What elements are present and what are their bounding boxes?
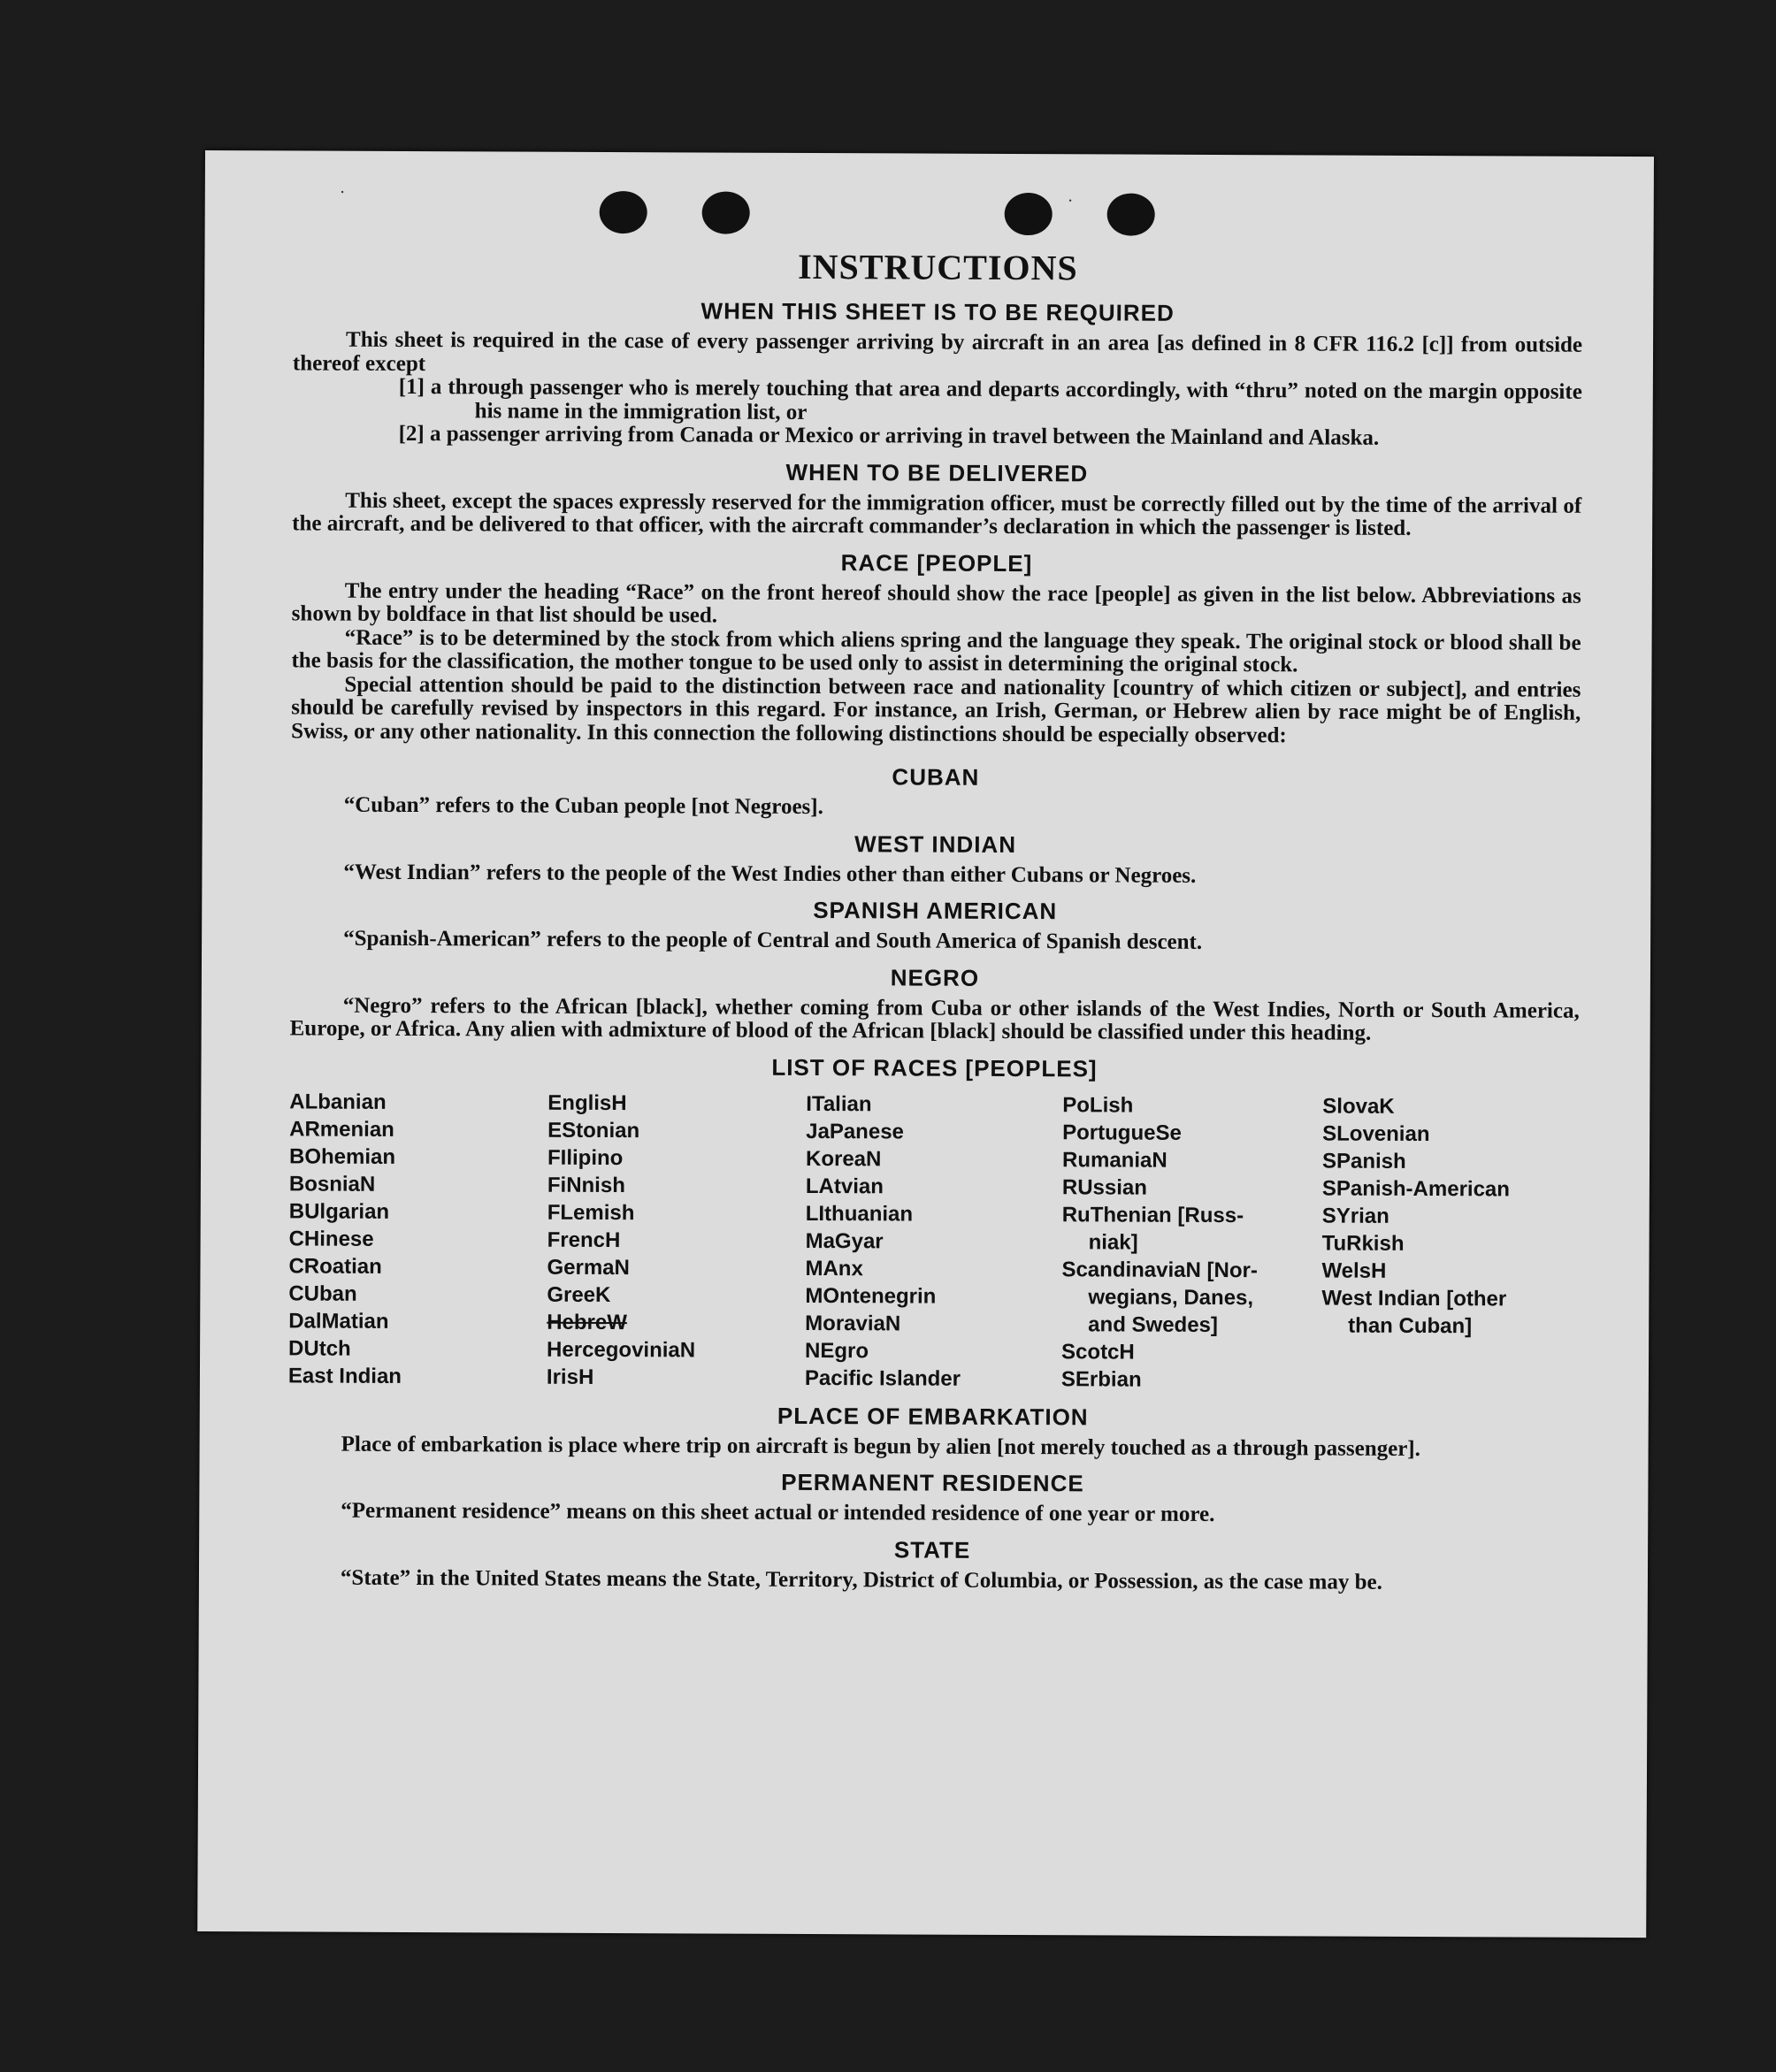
race-entry: RumaniaN bbox=[1061, 1147, 1167, 1173]
section-heading: LIST OF RACES [PEOPLES] bbox=[771, 1053, 1098, 1082]
punch-hole bbox=[1107, 193, 1155, 235]
race-entry: MoraviaN bbox=[805, 1311, 901, 1335]
punch-hole bbox=[702, 191, 750, 233]
race-entry: wegians, Danes, bbox=[1088, 1284, 1254, 1310]
race-entry: WelsH bbox=[1321, 1258, 1387, 1283]
paragraph: Place of embarkation is place where trip on aircraft is begun by alien [not merely touched as a through passenger]. bbox=[341, 1432, 1420, 1461]
race-entry: SLovenian bbox=[1322, 1121, 1430, 1146]
race-column bbox=[1061, 1091, 1322, 1394]
race-entry: FLemish bbox=[547, 1200, 635, 1225]
race-entry: IrisH bbox=[546, 1365, 594, 1389]
section-heading: WHEN TO BE DELIVERED bbox=[785, 458, 1089, 486]
race-entry: FIlipino bbox=[547, 1145, 624, 1170]
race-entry: CHinese bbox=[288, 1226, 374, 1251]
paragraph: “Permanent residence” means on this sheet actual or intended residence of one year or more. bbox=[341, 1498, 1215, 1526]
section-heading: CUBAN bbox=[892, 763, 980, 791]
paper-speck: · bbox=[339, 182, 346, 203]
race-entry: LAtvian bbox=[805, 1174, 884, 1198]
race-entry: ScandinaviaN [Nor- bbox=[1061, 1257, 1258, 1282]
section-heading: PLACE OF EMBARKATION bbox=[777, 1402, 1089, 1430]
instructions-content bbox=[287, 243, 1583, 1594]
race-entry: ITalian bbox=[806, 1091, 872, 1116]
race-entry: CRoatian bbox=[288, 1253, 382, 1279]
race-entry: niak] bbox=[1088, 1229, 1138, 1255]
paragraph: “West Indian” refers to the people of the West Indies other than either Cubans or Negroes. bbox=[343, 860, 1197, 888]
race-entry: TuRkish bbox=[1321, 1231, 1405, 1256]
paragraph: This sheet, except the spaces expressly reserved for the immigration officer, must be correctly filled out by the time of the arrival of the aircraft, and be delivered to that officer, with the aircraft commander’s declaration in which the passenger is listed. bbox=[292, 488, 1582, 540]
race-entry: SPanish bbox=[1321, 1149, 1406, 1174]
race-entry: HebreW bbox=[547, 1310, 627, 1334]
race-entry: GermaN bbox=[547, 1255, 630, 1280]
punch-hole bbox=[1005, 193, 1053, 235]
race-entry: ARmenian bbox=[289, 1116, 394, 1142]
race-entry: BOhemian bbox=[288, 1143, 396, 1169]
race-entry: and Swedes] bbox=[1088, 1311, 1218, 1337]
list-item: [2] a passenger arriving from Canada or Mexico or arriving in travel between the Mainland and Alaska. bbox=[398, 421, 1380, 450]
paper-speck: · bbox=[1067, 191, 1074, 211]
race-entry: EStonian bbox=[547, 1118, 640, 1143]
section-heading: STATE bbox=[893, 1535, 971, 1564]
race-entry: ALbanian bbox=[289, 1089, 387, 1114]
race-entry: DalMatian bbox=[288, 1308, 389, 1334]
paragraph: “Spanish-American” refers to the people of Central and South America of Spanish descent. bbox=[343, 926, 1203, 954]
race-entry: EnglisH bbox=[547, 1090, 627, 1115]
section-heading: WEST INDIAN bbox=[854, 830, 1017, 858]
paragraph: The entry under the heading “Race” on the front hereof should show the race [people] as given in the list below. Abbreviations as shown by boldface in that list should be used. bbox=[291, 578, 1581, 628]
race-entry: FiNnish bbox=[547, 1173, 625, 1197]
race-column bbox=[288, 1088, 547, 1390]
race-entry: JaPanese bbox=[806, 1119, 904, 1143]
paragraph: This sheet is required in the case of every passenger arriving by aircraft in an area [as defined in 8 CFR 116.2 [c]] from outside thereof except bbox=[292, 327, 1583, 376]
race-entry: GreeK bbox=[547, 1282, 611, 1307]
race-entry: ScotcH bbox=[1061, 1339, 1135, 1365]
race-column bbox=[1321, 1092, 1588, 1395]
punch-hole bbox=[600, 191, 647, 233]
race-entry: MAnx bbox=[805, 1256, 863, 1281]
list-item: [1] a through passenger who is merely touching that area and departs accordingly, with “thru” noted on the margin opposite his name in the immigration list, or bbox=[398, 374, 1582, 424]
paragraph: “Negro” refers to the African [black], whether coming from Cuba or other islands of the West Indies, North or South America, Europe, or Africa. Any alien with admixture of blood of the African [black] should be classified under this heading. bbox=[289, 993, 1580, 1045]
section-heading: SPANISH AMERICAN bbox=[813, 897, 1058, 925]
race-entry: MOntenegrin bbox=[805, 1283, 937, 1309]
race-entry: West Indian [other bbox=[1321, 1286, 1507, 1311]
paragraph: “Cuban” refers to the Cuban people [not Negroes]. bbox=[343, 792, 823, 820]
race-column bbox=[805, 1090, 1062, 1392]
document-page bbox=[197, 150, 1654, 1938]
race-entry: BUlgarian bbox=[288, 1198, 390, 1224]
race-entry: DUtch bbox=[288, 1335, 351, 1361]
race-entry: than Cuban] bbox=[1348, 1313, 1473, 1338]
race-entry: SPanish-American bbox=[1321, 1176, 1511, 1201]
section-heading: NEGRO bbox=[890, 963, 980, 991]
race-entry: SYrian bbox=[1321, 1204, 1389, 1228]
race-entry: Pacific Islander bbox=[804, 1365, 961, 1391]
race-entry: CUban bbox=[288, 1281, 357, 1306]
section-heading: RACE [PEOPLE] bbox=[840, 548, 1033, 577]
race-entry: SlovaK bbox=[1322, 1094, 1395, 1119]
race-entry: KoreaN bbox=[805, 1146, 882, 1171]
section-heading: WHEN THIS SHEET IS TO BE REQUIRED bbox=[700, 297, 1175, 326]
race-entry: BosniaN bbox=[288, 1171, 376, 1197]
race-column bbox=[547, 1089, 806, 1391]
paragraph: “Race” is to be determined by the stock from which aliens spring and the language they speak. The original stock or blood shall be the basis for the classification, the mother tongue to be used only to assist in determining the original stock. bbox=[291, 625, 1581, 677]
race-entry: NEgro bbox=[805, 1338, 869, 1363]
race-entry: LIthuanian bbox=[805, 1201, 914, 1227]
race-entry: PortugueSe bbox=[1062, 1120, 1182, 1145]
race-entry: PoLish bbox=[1062, 1092, 1134, 1118]
section-heading: PERMANENT RESIDENCE bbox=[781, 1468, 1084, 1497]
race-entry: RUssian bbox=[1061, 1174, 1147, 1200]
race-entry: East Indian bbox=[287, 1363, 402, 1388]
race-entry: FrencH bbox=[547, 1227, 621, 1252]
race-list bbox=[288, 1088, 1579, 1395]
paragraph: “State” in the United States means the State, Territory, District of Columbia, or Possession, as the case may be. bbox=[340, 1565, 1382, 1594]
race-entry: SErbian bbox=[1060, 1366, 1142, 1392]
race-entry: MaGyar bbox=[805, 1228, 884, 1253]
race-entry: HercegoviniaN bbox=[547, 1337, 696, 1362]
race-entry: RuThenian [Russ- bbox=[1061, 1202, 1244, 1227]
paragraph: Special attention should be paid to the distinction between race and nationality [country of which citizen or subject], and entries should be carefully revised by inspectors in this regard. For instance, an Irish, German, or Hebrew alien by race might be of English, Swiss, or any other nationality. In this connection the following distinctions should be especially observed: bbox=[291, 672, 1581, 747]
page-title: INSTRUCTIONS bbox=[798, 246, 1078, 288]
